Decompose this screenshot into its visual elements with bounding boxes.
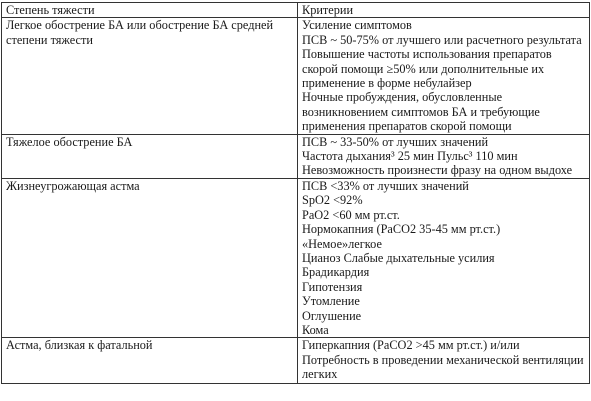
criteria-line: Ночные пробуждения, обусловленные возникновением симптомов БА и требующие применения препаратов скорой помощи [302, 90, 540, 134]
criteria-line: «Немое»легкое [302, 236, 382, 251]
criteria-line: Невозможность произнести фразу на одном выдохе [302, 163, 573, 178]
criteria-line: Гипотензия [302, 279, 363, 294]
criteria-cell [298, 338, 590, 383]
criteria-line: SpO2 <92% [302, 193, 363, 208]
severity-cell: Тяжелое обострение БА [2, 134, 298, 178]
criteria-cell [298, 18, 590, 134]
table-row [2, 338, 590, 383]
severity-cell: Легкое обострение БА или обострение БА средней степени тяжести [2, 18, 298, 134]
table-header-row [2, 3, 590, 18]
criteria-line: Кома [302, 322, 329, 337]
header-severity: Степень тяжести [2, 3, 298, 18]
criteria-line: Усиление симптомов [302, 18, 412, 33]
criteria-line: Цианоз Слабые дыхательные усилия [302, 250, 495, 265]
criteria-line: Оглушение [302, 308, 362, 323]
table-row [2, 178, 590, 337]
criteria-line: Гиперкапния (PaCO2 >45 мм рт.ст.) и/или [302, 338, 520, 353]
criteria-line: Брадикардия [302, 265, 370, 280]
criteria-line: Частота дыхания³ 25 мин Пульс³ 110 мин [302, 149, 518, 164]
criteria-line: ПСВ <33% от лучших значений [302, 178, 469, 193]
severity-cell: Жизнеугрожающая астма [2, 178, 298, 337]
criteria-line: ПСВ ~ 50-75% от лучшего или расчетного результата [302, 32, 582, 47]
criteria-cell [298, 178, 590, 337]
criteria-line: Нормокапния (PaCO2 35-45 мм рт.ст.) [302, 222, 501, 237]
header-criteria: Критерии [298, 3, 590, 18]
criteria-line: ПСВ ~ 33-50% от лучших значений [302, 134, 489, 149]
table-row [2, 134, 590, 178]
criteria-line: PaO2 <60 мм рт.ст. [302, 207, 400, 222]
table-row [2, 18, 590, 134]
asthma-severity-table [1, 2, 590, 384]
severity-cell: Астма, близкая к фатальной [2, 338, 298, 383]
criteria-line: Утомление [302, 294, 360, 309]
criteria-cell [298, 134, 590, 178]
criteria-line: Потребность в проведении механической вентиляции легких [302, 352, 584, 382]
criteria-line: Повышение частоты использования препаратов скорой помощи ≥50% или дополнительные их применение в форме небулайзер [302, 47, 552, 91]
